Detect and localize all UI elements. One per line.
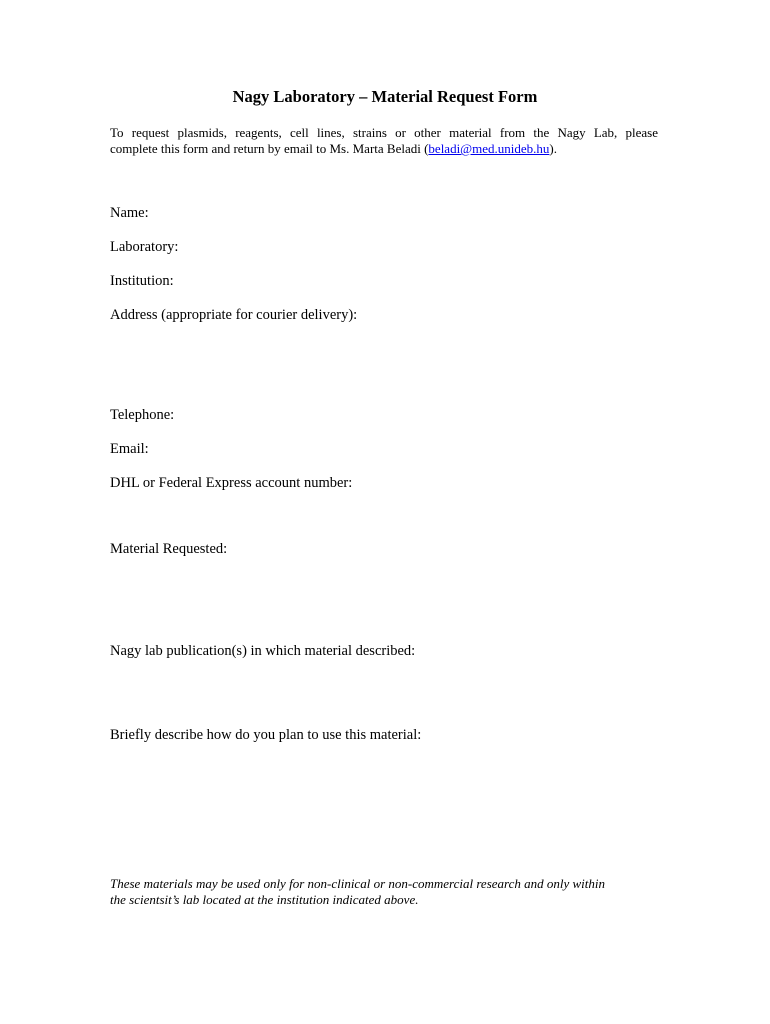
- email-link[interactable]: beladi@med.unideb.hu: [428, 141, 550, 156]
- planned-use-label: Briefly describe how do you plan to use this material:: [110, 727, 422, 743]
- institution-label: Institution:: [110, 273, 174, 289]
- email-label: Email:: [110, 441, 149, 457]
- intro-line-2: [110, 141, 658, 157]
- intro-line-2-prefix: complete this form and return by email to Ms. Marta Beladi (: [110, 141, 429, 156]
- laboratory-label: Laboratory:: [110, 239, 179, 255]
- courier-account-label: DHL or Federal Express account number:: [110, 475, 353, 491]
- document-title: Nagy Laboratory – Material Request Form: [232, 87, 538, 106]
- note-line-2: the scientsit’s lab located at the institution indicated above.: [110, 892, 419, 907]
- intro-paragraph: [110, 125, 658, 157]
- material-requested-label: Material Requested:: [110, 541, 228, 557]
- address-label: Address (appropriate for courier delivery):: [110, 307, 358, 323]
- publications-label: Nagy lab publication(s) in which material described:: [110, 643, 416, 659]
- intro-line-1: To request plasmids, reagents, cell lines, strains or other material from the Nagy Lab, please: [110, 125, 658, 140]
- note-line-1: These materials may be used only for non-clinical or non-commercial research and only within: [110, 876, 606, 891]
- intro-line-2-suffix: ).: [549, 141, 558, 156]
- usage-restriction-note: [110, 876, 670, 908]
- name-label: Name:: [110, 205, 149, 221]
- telephone-label: Telephone:: [110, 407, 175, 423]
